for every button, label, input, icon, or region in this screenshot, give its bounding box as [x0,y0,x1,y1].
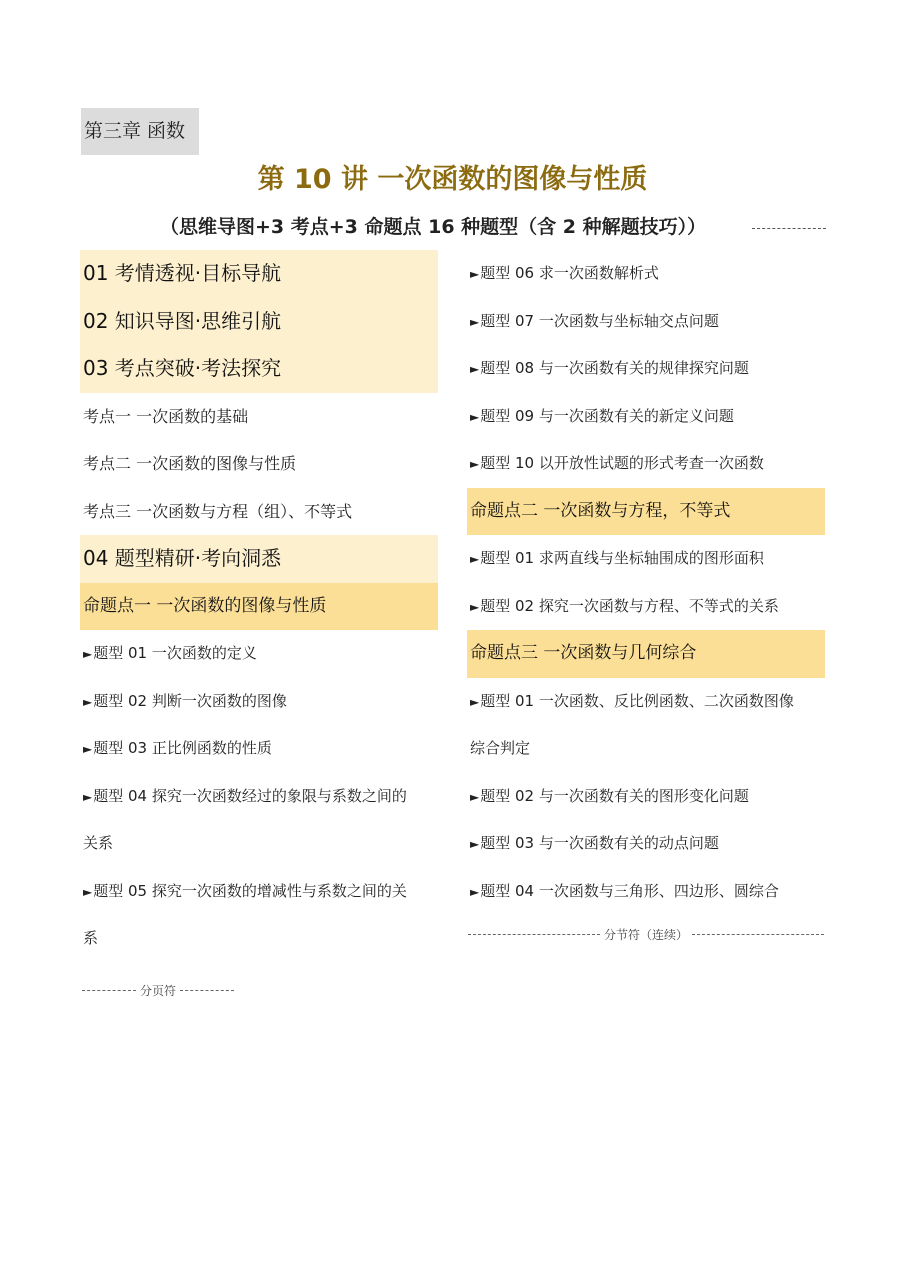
toc-question-type [467,535,825,583]
arrow-bullet-icon: ► [83,647,93,661]
toc-row-text: 题型 04 探究一次函数经过的象限与系数之间的 [93,786,407,805]
arrow-bullet-icon: ► [470,837,480,851]
toc-row-text: 题型 03 正比例函数的性质 [93,739,272,757]
toc-question-type [467,773,825,821]
toc-right-column [467,250,825,915]
toc-row-text: 系 [83,929,99,947]
toc-row-text: 题型 02 探究一次函数与方程、不等式的关系 [480,596,779,615]
section-break-line-left [468,934,600,935]
toc-question-type [467,583,825,631]
chapter-label: 第三章 函数 [81,108,199,155]
lecture-subtitle: （思维导图+3 考点+3 命题点 16 种题型（含 2 种解题技巧）） [160,216,707,238]
toc-question-type [80,773,438,821]
arrow-bullet-icon: ► [470,457,480,471]
arrow-bullet-icon: ► [83,884,93,899]
lecture-title: 第 10 讲 一次函数的图像与性质 [257,164,648,195]
arrow-bullet-icon: ► [470,884,480,899]
arrow-bullet-icon: ► [83,742,93,756]
toc-question-type [467,678,825,726]
toc-row-text: 03 考点突破·考法探究 [83,356,282,380]
arrow-bullet-icon: ► [83,789,93,804]
toc-row-text: 题型 01 一次函数的定义 [93,644,257,662]
arrow-bullet-icon: ► [470,314,480,329]
toc-row-text: 题型 10 以开放性试题的形式考查一次函数 [480,454,764,472]
toc-question-type [467,393,825,441]
arrow-bullet-icon: ► [83,694,93,709]
section-break-label: 分节符（连续） [604,927,689,942]
toc-question-type [80,868,438,916]
toc-row-text: 题型 02 与一次函数有关的图形变化问题 [480,786,749,805]
toc-row-text: 题型 08 与一次函数有关的规律探究问题 [480,359,749,377]
subtitle-dashed-line [752,228,826,229]
page-break-label: 分页符 [140,983,177,998]
toc-row-text: 考点三 一次函数与方程（组）、不等式 [83,501,353,521]
toc-question-type [467,250,825,298]
arrow-bullet-icon: ► [470,694,480,709]
toc-question-type [467,345,825,393]
toc-question-type [467,298,825,346]
toc-question-type [80,725,438,773]
toc-row-text: 题型 03 与一次函数有关的动点问题 [480,834,719,852]
toc-row-text: 考点一 一次函数的基础 [83,406,249,426]
page-break-line-left [82,990,136,991]
toc-question-type-continued [80,820,438,868]
toc-row-text: 题型 02 判断一次函数的图像 [93,691,287,710]
toc-question-type [467,440,825,488]
toc-row-text: 命题点三 一次函数与几何综合 [470,643,697,663]
toc-row-text: 题型 01 求两直线与坐标轴围成的图形面积 [480,549,764,567]
toc-question-type [80,678,438,726]
toc-row-text: 题型 06 求一次函数解析式 [480,264,659,282]
toc-question-type [467,820,825,868]
toc-row-text: 题型 05 探究一次函数的增减性与系数之间的关 [93,881,407,900]
arrow-bullet-icon: ► [470,789,480,804]
toc-row-text: 题型 01 一次函数、反比例函数、二次函数图像 [480,691,794,710]
arrow-bullet-icon: ► [470,267,480,281]
toc-row-text: 命题点二 一次函数与方程，不等式 [470,500,731,521]
toc-question-type-continued [467,725,825,773]
toc-row-text: 综合判定 [470,739,531,757]
toc-row-text: 关系 [83,834,114,852]
toc-proposition-heading [467,488,825,536]
toc-row-text: 题型 07 一次函数与坐标轴交点问题 [480,311,719,330]
toc-section-heading [80,345,438,393]
arrow-bullet-icon: ► [470,552,480,566]
toc-proposition-heading [80,583,438,631]
toc-row-text: 01 考情透视·目标导航 [83,261,282,285]
section-break [468,924,824,944]
toc-section-heading [80,535,438,583]
toc-exam-point [80,488,438,536]
toc-row-text: 题型 09 与一次函数有关的新定义问题 [480,406,734,425]
toc-exam-point [80,440,438,488]
toc-question-type [467,868,825,916]
toc-row-text: 02 知识导图·思维引航 [83,308,282,333]
arrow-bullet-icon: ► [470,409,480,424]
toc-row-text: 考点二 一次函数的图像与性质 [83,454,297,473]
toc-row-text: 04 题型精研·考向洞悉 [83,546,282,570]
toc-left-column [80,250,438,963]
toc-proposition-heading [467,630,825,678]
arrow-bullet-icon: ► [470,599,480,614]
arrow-bullet-icon: ► [470,362,480,376]
page-break-line-right [180,990,234,991]
toc-row-text: 题型 04 一次函数与三角形、四边形、圆综合 [480,881,779,900]
page-break [82,980,234,1000]
toc-exam-point [80,393,438,441]
toc-question-type-continued [80,915,438,963]
toc-row-text: 命题点一 一次函数的图像与性质 [83,595,327,616]
toc-question-type [80,630,438,678]
section-break-line-right [692,934,824,935]
toc-section-heading [80,298,438,346]
toc-section-heading [80,250,438,298]
